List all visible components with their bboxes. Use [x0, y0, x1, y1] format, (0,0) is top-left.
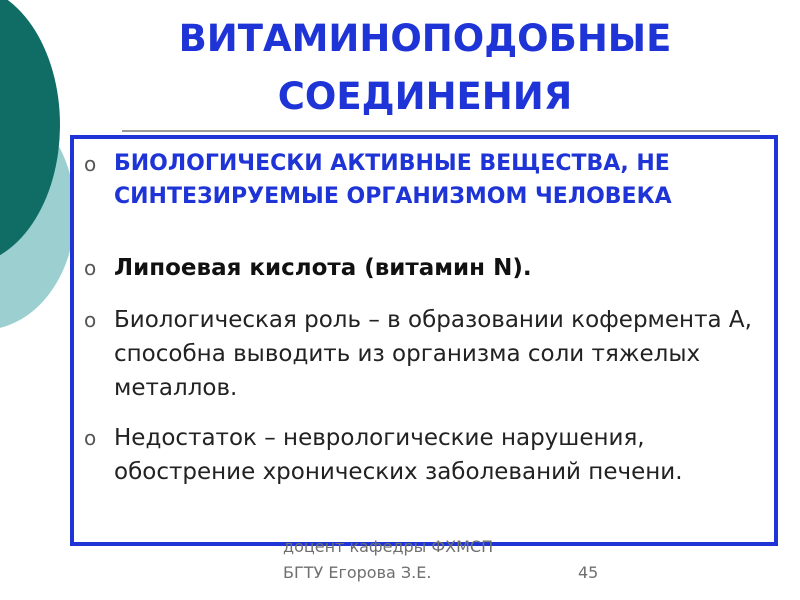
slide-title	[105, 10, 745, 126]
bullet-item	[84, 147, 764, 213]
footer-line1: доцент кафедры ФХМСП	[283, 537, 494, 556]
bullet-item	[84, 303, 764, 405]
bullet-text: Липоевая кислота (витамин N).	[114, 255, 532, 281]
slide-title-line2: СОЕДИНЕНИЯ	[277, 75, 573, 118]
bullet-item	[84, 251, 764, 285]
bullet-ring-icon: o	[84, 152, 97, 176]
bullet-ring-icon: o	[84, 308, 97, 332]
bullet-text: БИОЛОГИЧЕСКИ АКТИВНЫЕ ВЕЩЕСТВА, НЕ СИНТЕЗИРУЕМЫЕ ОРГАНИЗМОМ ЧЕЛОВЕКА	[114, 151, 672, 209]
bullet-text: Биологическая роль – в образовании кофермента А, способна выводить из организма соли тяжелых металлов.	[114, 307, 752, 401]
content-box	[70, 135, 778, 546]
page-number: 45	[578, 563, 599, 582]
bullet-ring-icon: o	[84, 426, 97, 450]
bullet-item	[84, 421, 764, 489]
slide-title-line1: ВИТАМИНОПОДОБНЫЕ	[178, 17, 672, 60]
footer-author	[283, 534, 493, 586]
bullet-ring-icon: o	[84, 256, 97, 280]
footer-line2: БГТУ Егорова З.Е.	[283, 563, 432, 582]
bullet-text: Недостаток – неврологические нарушения, обострение хронических заболеваний печени.	[114, 425, 683, 485]
title-divider	[122, 130, 760, 132]
